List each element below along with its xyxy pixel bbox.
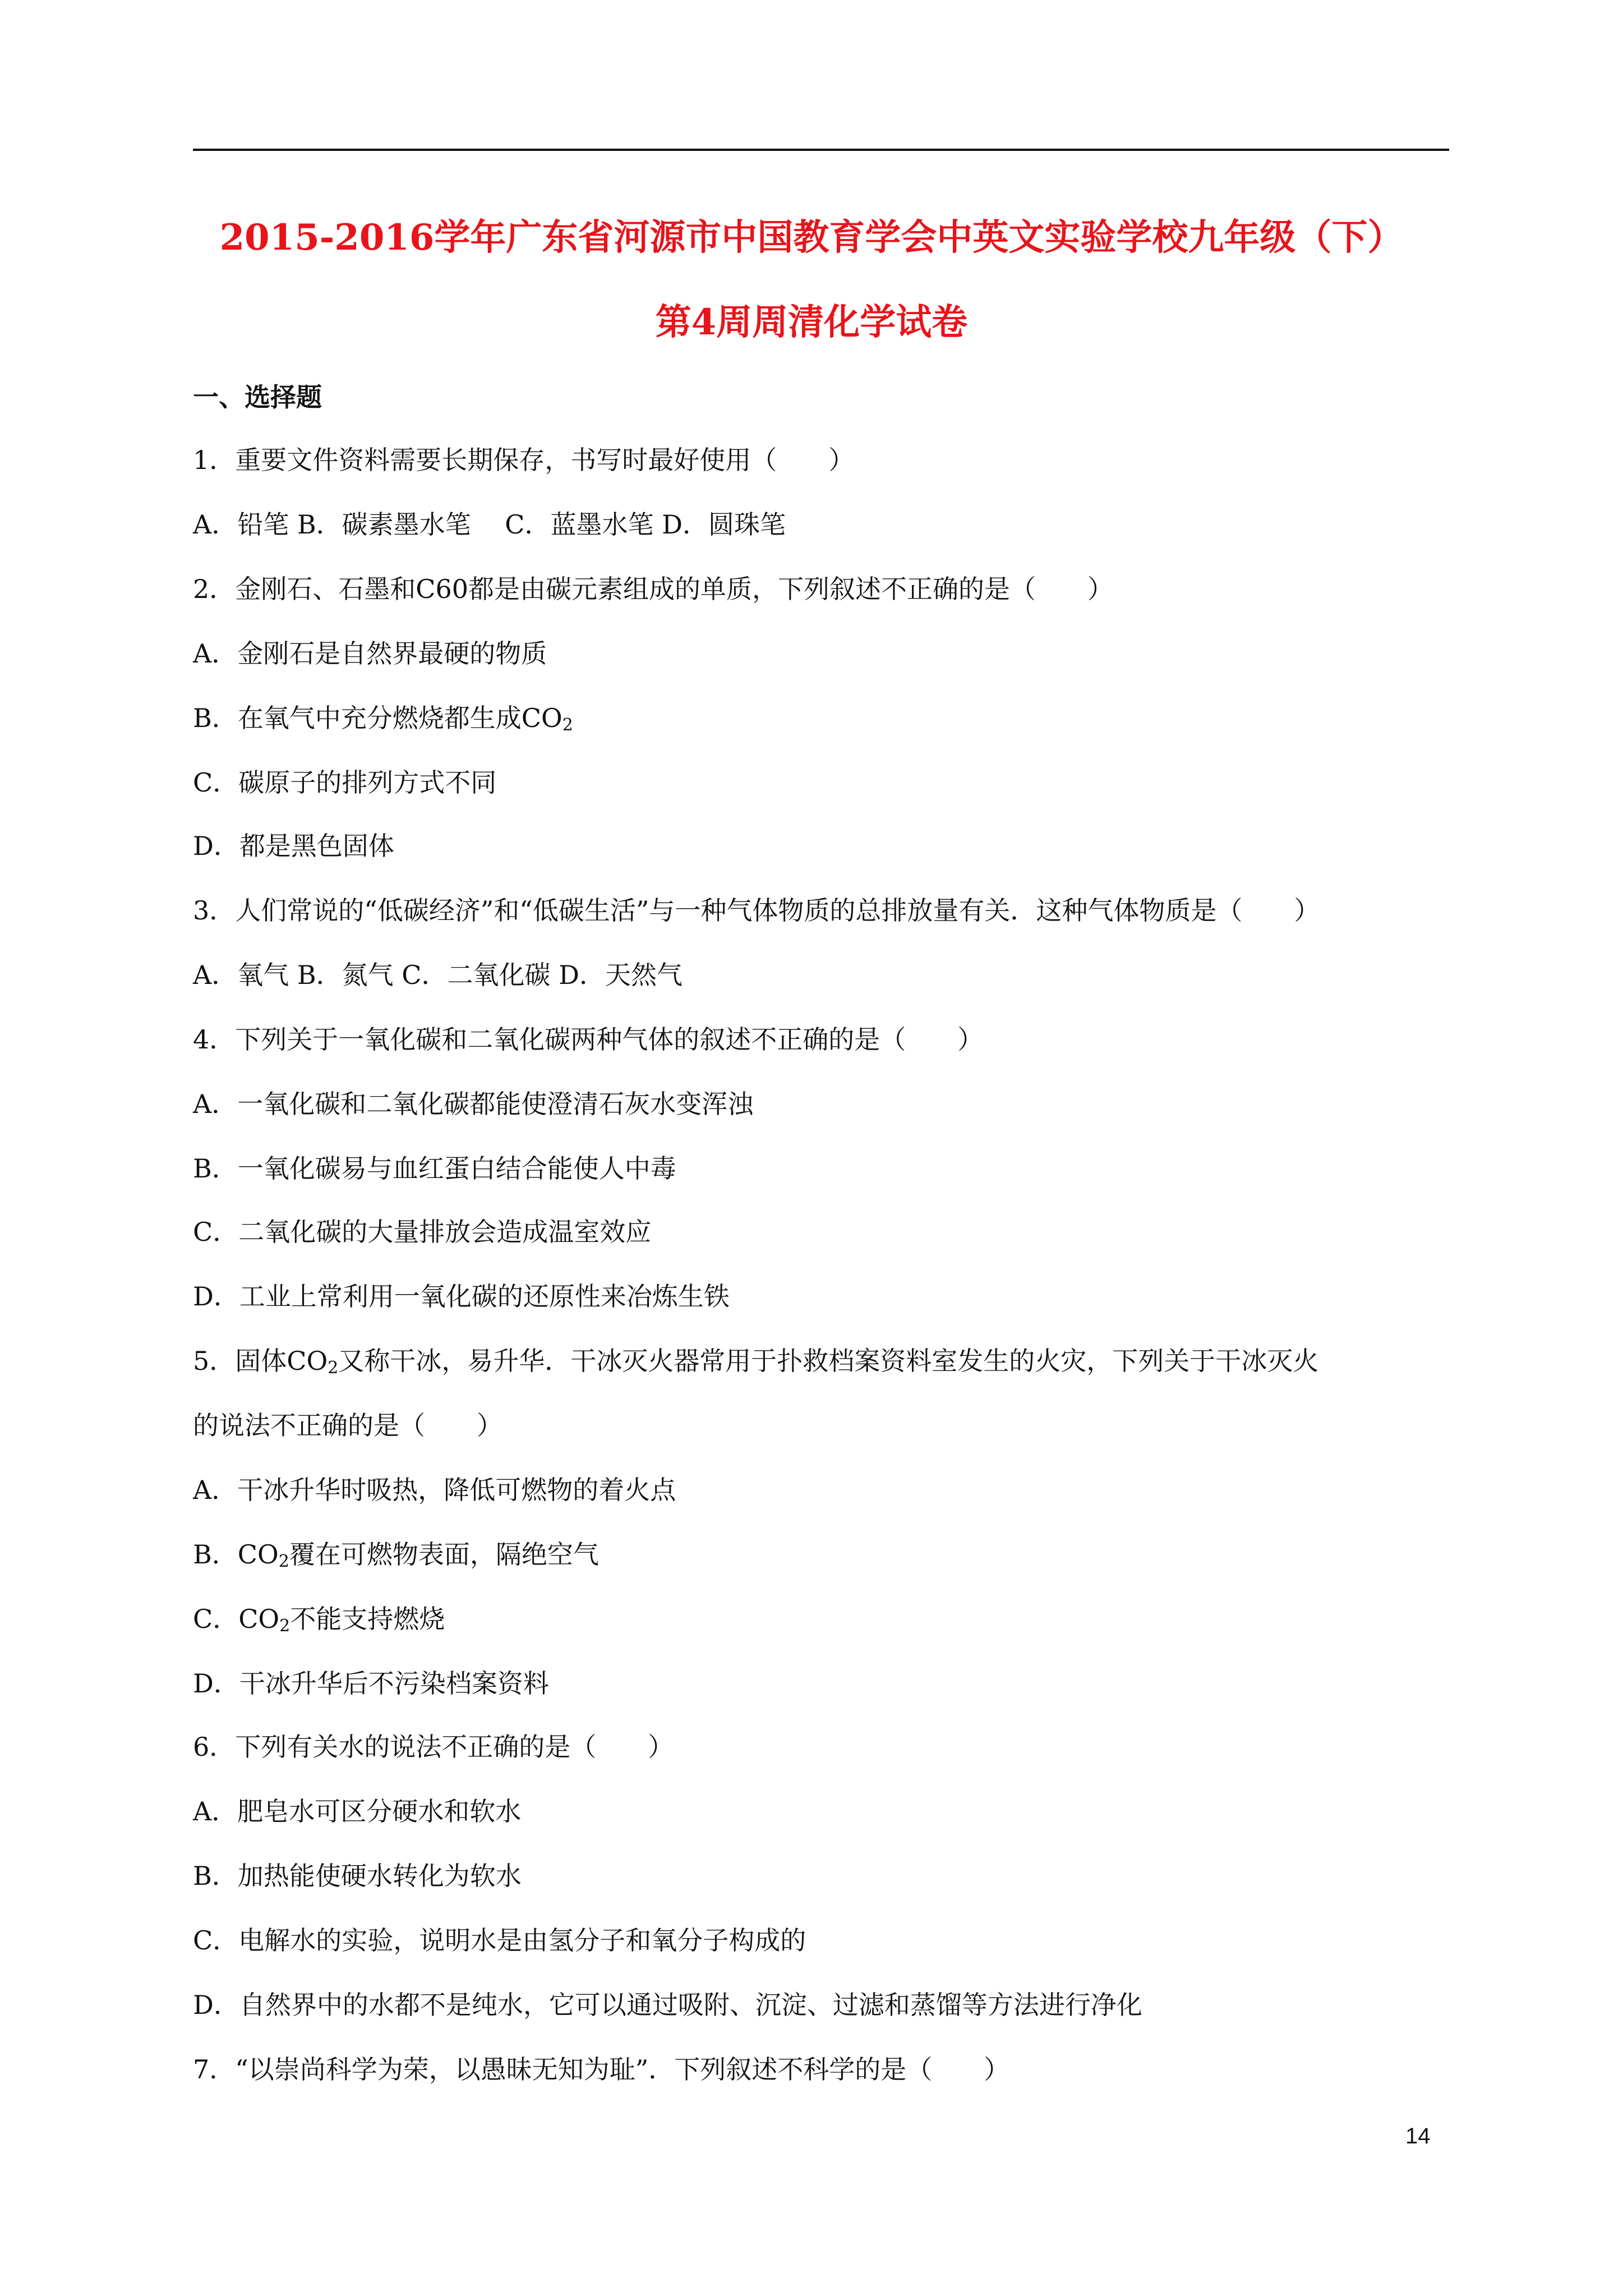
- question-text-cont: 又称干冰，易升华．干冰灭火器常用于扑救档案资料室发生的火灾，下列关于干冰灭火: [338, 1346, 1319, 1376]
- question-4-option-c: C．二氧化碳的大量排放会造成温室效应: [193, 1217, 652, 1247]
- question-5-cont: 的说法不正确的是（ ）: [193, 1410, 502, 1441]
- question-5: [193, 1344, 1318, 1385]
- question-7: 7．“以崇尚科学为荣，以愚昧无知为耻”．下列叙述不科学的是（ ）: [193, 2054, 1010, 2085]
- subscript: 2: [279, 1616, 291, 1636]
- subscript: 2: [328, 1358, 339, 1378]
- exam-title-line1: 2015-2016学年广东省河源市中国教育学会中英文实验学校九年级（下）: [219, 217, 1404, 259]
- question-4-option-d: D．工业上常利用一氧化碳的还原性来冶炼生铁: [193, 1281, 730, 1312]
- question-3: 3．人们常说的“低碳经济”和“低碳生活”与一种气体物质的总排放量有关．这种气体物质是（ ）: [193, 895, 1320, 926]
- question-2-option-d: D．都是黑色固体: [193, 831, 394, 861]
- question-3-options: A．氧气 B．氮气 C．二氧化碳 D．天然气: [193, 960, 683, 990]
- question-5-option-d: D．干冰升华后不污染档案资料: [193, 1668, 549, 1699]
- section-heading: 一、选择题: [193, 382, 322, 412]
- question-2-option-a: A．金刚石是自然界最硬的物质: [193, 638, 547, 669]
- question-1: 1．重要文件资料需要长期保存，书写时最好使用（ ）: [193, 445, 855, 475]
- question-4: 4．下列关于一氧化碳和二氧化碳两种气体的叙述不正确的是（ ）: [193, 1024, 984, 1055]
- header-rule: [193, 149, 1449, 151]
- subscript: 2: [562, 715, 573, 735]
- question-6-option-c: C．电解水的实验，说明水是由氢分子和氧分子构成的: [193, 1925, 806, 1955]
- question-5-option-a: A．干冰升华时吸热，降低可燃物的着火点: [193, 1475, 676, 1505]
- question-2-option-b: [193, 701, 573, 742]
- question-6-option-b: B．加热能使硬水转化为软水: [193, 1861, 522, 1891]
- option-text: B．在氧气中充分燃烧都生成CO: [193, 703, 562, 733]
- question-4-option-a: A．一氧化碳和二氧化碳都能使澄清石灰水变浑浊: [193, 1089, 754, 1119]
- question-4-option-b: B．一氧化碳易与血红蛋白结合能使人中毒: [193, 1153, 676, 1184]
- question-6-option-d: D．自然界中的水都不是纯水，它可以通过吸附、沉淀、过滤和蒸馏等方法进行净化: [193, 1990, 1142, 2020]
- subscript: 2: [278, 1552, 289, 1571]
- option-text: B．CO: [193, 1539, 279, 1570]
- question-text: 5．固体CO: [193, 1346, 328, 1376]
- option-text-cont: 不能支持燃烧: [290, 1604, 445, 1634]
- page-number: 14: [1405, 2124, 1431, 2148]
- question-2-option-c: C．碳原子的排列方式不同: [193, 767, 497, 798]
- option-text-cont: 覆在可燃物表面，隔绝空气: [289, 1539, 599, 1570]
- question-5-option-c: [193, 1602, 445, 1643]
- exam-title-line2: 第4周周清化学试卷: [655, 301, 968, 343]
- question-2: 2．金刚石、石墨和C60都是由碳元素组成的单质，下列叙述不正确的是（ ）: [193, 574, 1113, 604]
- question-6: 6．下列有关水的说法不正确的是（ ）: [193, 1732, 674, 1762]
- question-6-option-a: A．肥皂水可区分硬水和软水: [193, 1796, 522, 1826]
- question-1-options: A．铅笔 B．碳素墨水笔 C．蓝墨水笔 D．圆珠笔: [193, 509, 786, 540]
- option-text: C．CO: [193, 1604, 280, 1634]
- question-5-option-b: [193, 1538, 599, 1579]
